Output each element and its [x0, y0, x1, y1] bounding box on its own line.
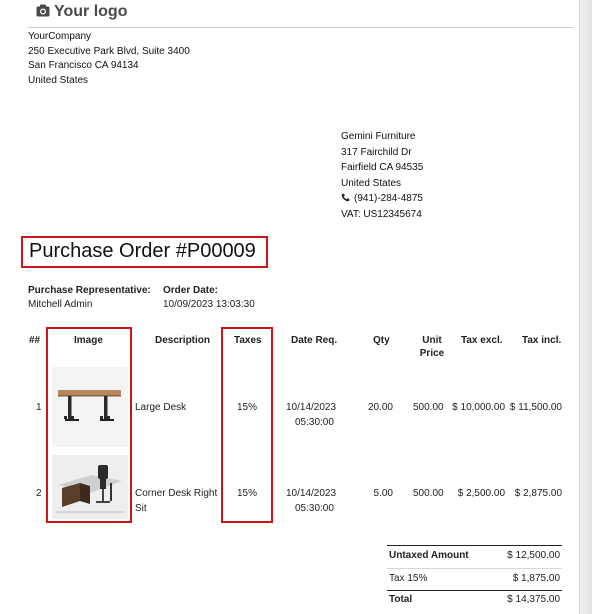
- image-column-highlight-box: [46, 327, 132, 523]
- row-num: 2: [36, 488, 42, 499]
- viewer-scrollbar-edge[interactable]: [579, 0, 592, 614]
- purchase-representative: [28, 284, 151, 312]
- row-taxes: 15%: [237, 488, 258, 499]
- total-value: $ 14,375.00: [507, 594, 560, 605]
- order-date-value: 10/09/2023 13:03:30: [163, 299, 255, 310]
- untaxed-amount-value: $ 12,500.00: [507, 550, 560, 561]
- row-qty: 20.00: [367, 402, 393, 413]
- col-header-image: Image: [74, 335, 103, 346]
- total-row: [387, 590, 562, 610]
- col-header-num: ##: [29, 335, 41, 346]
- col-header-qty: Qty: [373, 335, 390, 346]
- row-tax-excl: $ 2,500.00: [457, 488, 505, 499]
- row-unit-price: 500.00: [413, 488, 444, 499]
- header-logo-row: [28, 0, 574, 28]
- phone-icon: [341, 193, 350, 202]
- row-date-line1: 10/14/2023: [286, 488, 337, 499]
- row-num: 1: [36, 402, 42, 413]
- camera-icon: [36, 4, 50, 17]
- row-tax-incl: $ 11,500.00: [509, 402, 562, 413]
- row-description: [135, 486, 217, 516]
- col-header-description: Description: [155, 335, 211, 346]
- rep-label: Purchase Representative:: [28, 285, 151, 296]
- tax-label: Tax 15%: [389, 573, 428, 584]
- row-date-line2: 05:30:00: [295, 503, 334, 514]
- total-label: Total: [389, 594, 413, 605]
- row-taxes: 15%: [237, 402, 258, 413]
- order-date-label: Order Date:: [163, 285, 219, 296]
- company-street: 250 Executive Park Blvd, Suite 3400: [28, 45, 190, 57]
- company-address: [28, 30, 190, 88]
- vendor-country: United States: [341, 177, 402, 189]
- vendor-phone-number: (941)-284-4875: [354, 193, 423, 204]
- unit-price-line1: Unit: [422, 335, 442, 346]
- vendor-phone: [341, 191, 423, 207]
- vendor-address: [341, 129, 423, 222]
- row-date-line2: 05:30:00: [295, 417, 334, 428]
- col-header-tax-excl: Tax excl.: [461, 335, 503, 346]
- row-tax-incl: $ 2,875.00: [514, 488, 562, 499]
- rep-value: Mitchell Admin: [28, 299, 93, 310]
- company-logo: [36, 3, 127, 21]
- company-country: United States: [28, 74, 89, 86]
- tax-row: [387, 569, 562, 589]
- col-header-tax-incl: Tax incl.: [522, 335, 562, 346]
- company-city: San Francisco CA 94134: [28, 60, 139, 71]
- order-date: [163, 284, 255, 312]
- row-description-line2: Sit: [135, 503, 147, 514]
- untaxed-amount-label: Untaxed Amount: [389, 550, 469, 561]
- row-tax-excl: $ 10,000.00: [452, 402, 505, 413]
- row-unit-price: 500.00: [413, 402, 444, 413]
- vendor-city: Fairfield CA 94535: [341, 162, 424, 173]
- page-title: Purchase Order #P00009: [29, 240, 256, 262]
- col-header-taxes: Taxes: [234, 335, 262, 346]
- logo-text: Your logo: [54, 3, 128, 20]
- col-header-date-req: Date Req.: [291, 335, 338, 346]
- row-date-req: [286, 486, 336, 516]
- untaxed-amount-row: [387, 546, 562, 566]
- vendor-vat: VAT: US12345674: [341, 208, 422, 220]
- tax-value: $ 1,875.00: [512, 573, 560, 584]
- row-date-req: [286, 400, 336, 430]
- row-description-line1: Corner Desk Right: [135, 488, 218, 499]
- vendor-street: 317 Fairchild Dr: [341, 146, 412, 158]
- row-qty: 5.00: [373, 488, 393, 499]
- col-header-unit-price: [414, 334, 450, 360]
- vendor-name: Gemini Furniture: [341, 131, 416, 142]
- row-date-line1: 10/14/2023: [286, 402, 337, 413]
- company-name: YourCompany: [28, 31, 92, 42]
- taxes-column-highlight-box: [221, 327, 273, 523]
- unit-price-line2: Price: [419, 348, 445, 359]
- row-description: Large Desk: [135, 402, 187, 413]
